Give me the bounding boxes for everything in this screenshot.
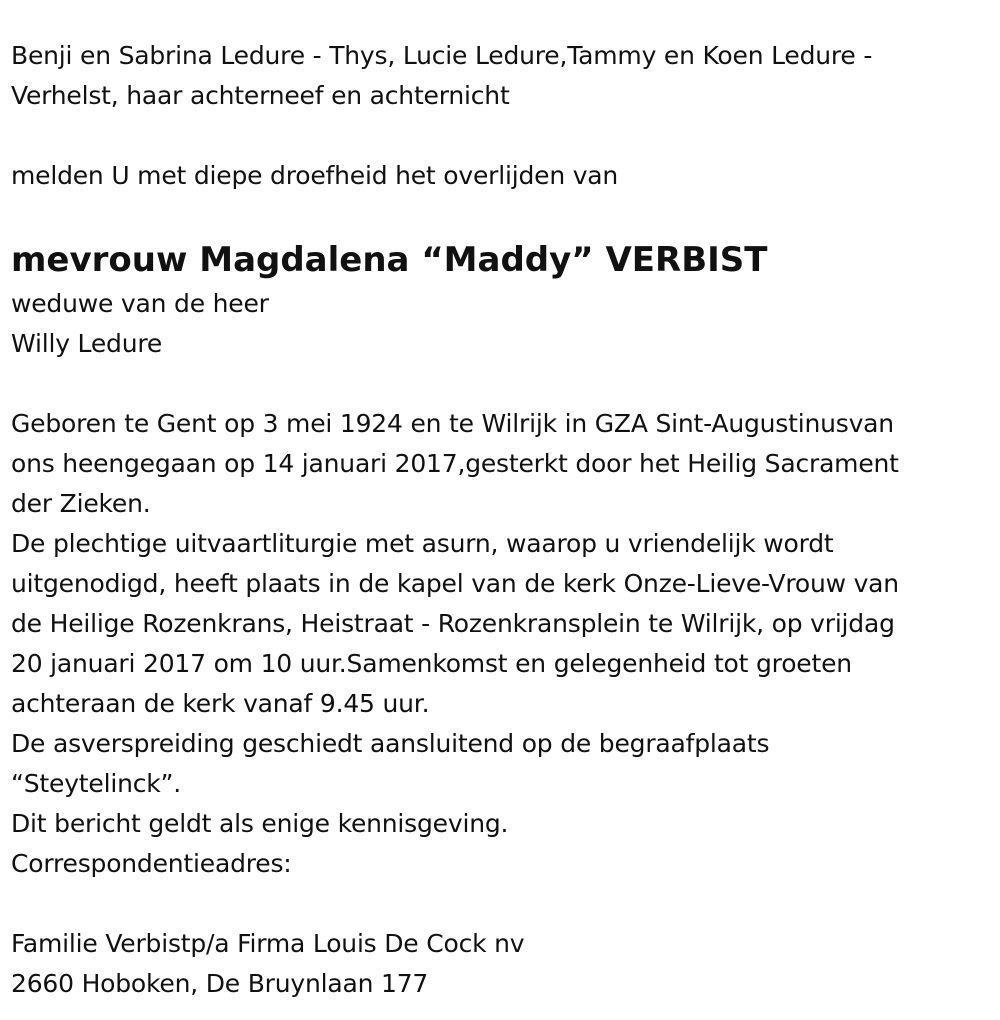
intro-line: Verhelst, haar achterneef en achternicht [11,81,510,110]
body-line: de Heilige Rozenkrans, Heistraat - Rozenkransplein te Wilrijk, op vrijdag [11,609,895,638]
body-line: 20 januari 2017 om 10 uur.Samenkomst en gelegenheid tot groeten [11,649,852,678]
body-line: De asverspreiding geschiedt aansluitend op de begraafplaats [11,729,770,758]
widow-line: Willy Ledure [11,329,163,358]
spacer [11,884,991,924]
body-line: ons heengegaan op 14 januari 2017,gesterkt door het Heilig Sacrament [11,449,899,478]
spacer [11,196,991,236]
spacer [11,364,991,404]
widow-line: weduwe van de heer [11,289,269,318]
address-line: 2660 Hoboken, De Bruynlaan 177 [11,969,429,998]
spacer [11,116,991,156]
body-line: De plechtige uitvaartliturgie met asurn, waarop u vriendelijk wordt [11,529,834,558]
body-line: der Zieken. [11,489,151,518]
body-line: Dit bericht geldt als enige kennisgeving. [11,809,509,838]
address-line: Familie Verbistp/a Firma Louis De Cock nv [11,929,525,958]
death-notice [11,36,991,1004]
body-line: achteraan de kerk vanaf 9.45 uur. [11,689,430,718]
intro-line: Benji en Sabrina Ledure - Thys, Lucie Ledure,Tammy en Koen Ledure - [11,41,873,70]
body-line: Correspondentieadres: [11,849,292,878]
body-line: uitgenodigd, heeft plaats in de kapel van de kerk Onze-Lieve-Vrouw van [11,569,899,598]
body-line: “Steytelinck”. [11,769,182,798]
announcement-text: melden U met diepe droefheid het overlijden van [11,161,619,190]
body-line: Geboren te Gent op 3 mei 1924 en te Wilrijk in GZA Sint-Augustinusvan [11,409,894,438]
deceased-name: mevrouw Magdalena “Maddy” VERBIST [11,240,768,280]
